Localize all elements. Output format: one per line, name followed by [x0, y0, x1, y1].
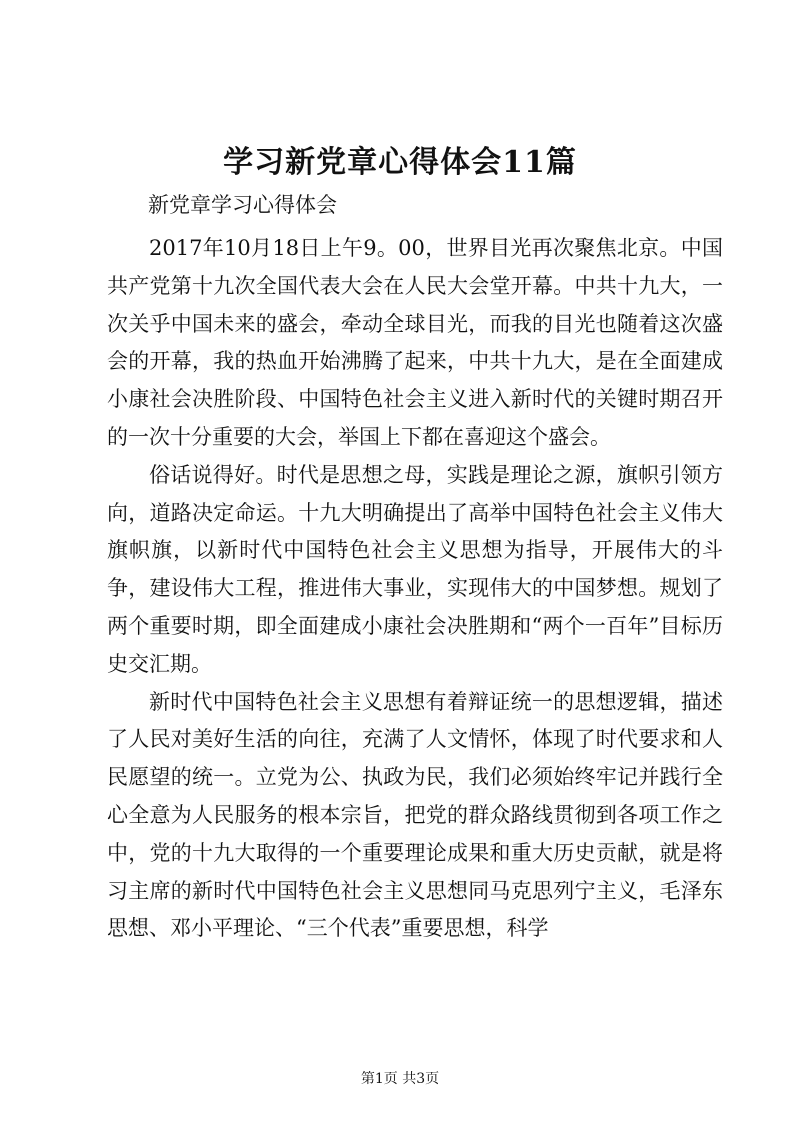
paragraph: 新时代中国特色社会主义思想有着辩证统一的思想逻辑，描述了人民对美好生活的向往，充满了人文情怀，体现了时代要求和人民愿望的统一。立党为公、执政为民，我们必须始终牢记并践行全心全意为人民服务的根本宗旨，把党的群众路线贯彻到各项工作之中，党的十九大取得的一个重要理论成果和重大历史贡献，就是将习主席的新时代中国特色社会主义思想同马克思列宁主义，毛泽东思想、邓小平理论、“三个代表”重要思想，科学 — [107, 689, 723, 941]
document-body — [107, 230, 723, 948]
paragraph: 俗话说得好。时代是思想之母，实践是理论之源，旗帜引领方向，道路决定命运。十九大明确提出了高举中国特色社会主义伟大旗帜旗，以新时代中国特色社会主义思想为指导，开展伟大的斗争，建设伟大工程，推进伟大事业，实现伟大的中国梦想。规划了两个重要时期，即全面建成小康社会决胜期和“两个一百年”目标历史交汇期。 — [107, 462, 723, 676]
document-subtitle: 新党章学习心得体会 — [148, 193, 337, 217]
page-title: 学习新党章心得体会11篇 — [223, 145, 577, 180]
paragraph: 2017年10月18日上午9。00，世界目光再次聚焦北京。中国共产党第十九次全国代表大会在人民大会堂开幕。中共十九大，一次关乎中国未来的盛会，牵动全球目光，而我的目光也随着这次盛会的开幕，我的热血开始沸腾了起来，中共十九大，是在全面建成小康社会决胜阶段、中国特色社会主义进入新时代的关键时期召开的一次十分重要的大会，举国上下都在喜迎这个盛会。 — [107, 236, 723, 449]
page-number-footer: 第1页 共3页 — [360, 1071, 440, 1087]
